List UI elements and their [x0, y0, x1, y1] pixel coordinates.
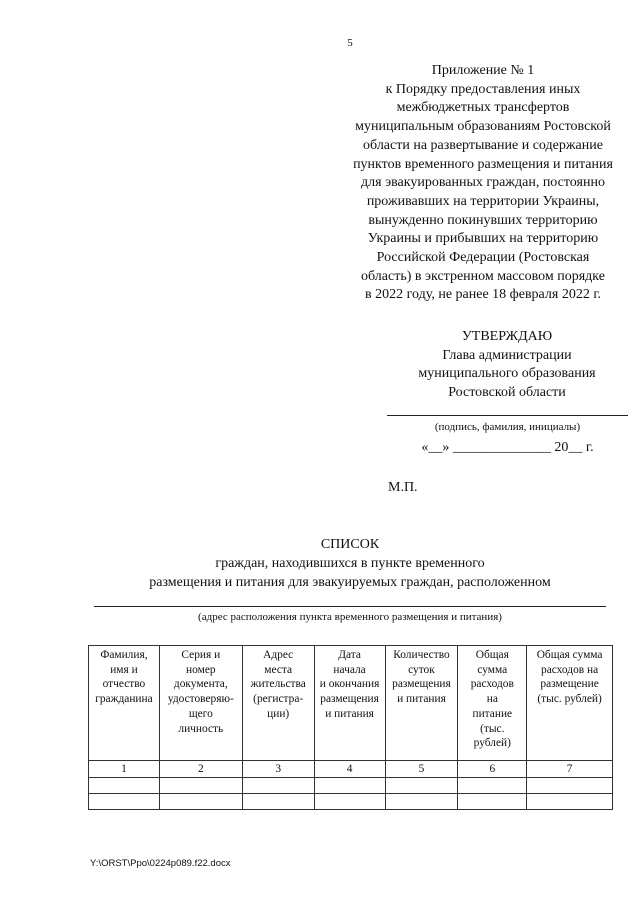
column-number-row — [89, 761, 613, 778]
table-cell — [89, 778, 160, 794]
header-text: начала — [333, 663, 366, 676]
header-text: Общая — [475, 649, 509, 661]
header-text: расходов на — [541, 663, 599, 676]
table-cell — [385, 778, 458, 794]
approval-date-line: «__» ______________ 20__ г. — [421, 440, 594, 455]
table-cell — [527, 794, 613, 810]
list-subtitle-line: размещения и питания для эвакуируемых граждан, расположенном — [149, 574, 551, 590]
appendix-line: в 2022 году, не ранее 18 февраля 2022 г. — [365, 287, 601, 303]
approval-line: Ростовской области — [448, 385, 566, 401]
appendix-line: области на развертывание и содержание — [363, 137, 603, 153]
header-text: гражданина — [95, 693, 153, 706]
appendix-line: муниципальным образованиям Ростовской — [355, 119, 611, 135]
appendix-line: вынужденно покинувших территорию — [368, 212, 598, 228]
header-text: удостоверяю- — [167, 693, 234, 706]
appendix-line: пунктов временного размещения и питания — [353, 156, 613, 172]
header-accommodation-expenses — [527, 646, 613, 761]
header-text: и питания — [397, 693, 446, 706]
table-cell — [242, 794, 314, 810]
table-row — [89, 778, 613, 794]
header-text: (регистра- — [253, 693, 304, 706]
header-text: размещения — [392, 678, 451, 691]
appendix-line: к Порядку предоставления иных — [385, 81, 581, 97]
address-line — [94, 606, 606, 607]
table-cell — [527, 778, 613, 794]
signature-caption: (подпись, фамилия, инициалы) — [434, 421, 581, 433]
header-text: Общая сумма — [536, 649, 603, 661]
stamp-place-label: М.П. — [388, 480, 418, 495]
header-text: отчество — [102, 678, 146, 691]
appendix-line: область) в экстренном массовом порядке — [361, 268, 605, 284]
header-text: личность — [178, 722, 224, 735]
header-text: имя и — [110, 663, 138, 676]
table-cell — [385, 794, 458, 810]
table-cell — [159, 794, 242, 810]
header-text: размещение — [540, 678, 599, 691]
header-text: ции) — [267, 707, 290, 720]
table-row — [89, 794, 613, 810]
header-full-name — [89, 646, 160, 761]
header-text: (тыс. — [480, 722, 505, 735]
header-text: документа, — [173, 678, 228, 691]
list-subtitle-line: граждан, находившихся в пункте временного — [215, 556, 485, 571]
table-cell — [314, 778, 385, 794]
header-text: сумма — [477, 663, 508, 676]
header-text: Фамилия, — [100, 649, 148, 661]
approval-block — [380, 328, 634, 403]
footer-file-path: Y:\ORST\Ppo\0224p089.f22.docx — [90, 858, 231, 869]
approval-line: муниципального образования — [418, 366, 596, 382]
page-number: 5 — [347, 37, 353, 49]
column-number: 5 — [385, 761, 458, 778]
appendix-line: межбюджетных трансфертов — [396, 100, 570, 116]
table-cell — [314, 794, 385, 810]
list-subtitle — [90, 555, 610, 592]
appendix-line: проживавших на территории Украины, — [366, 193, 600, 209]
signature-line — [387, 415, 628, 416]
table-cell — [89, 794, 160, 810]
header-text: рублей) — [473, 737, 511, 750]
table-header-row — [89, 646, 613, 761]
table-cell — [458, 778, 527, 794]
approval-title: УТВЕРЖДАЮ — [461, 329, 553, 344]
header-text: размещения — [320, 693, 379, 706]
table-cell — [159, 778, 242, 794]
citizens-table — [88, 645, 613, 810]
header-text: Серия и — [181, 649, 221, 661]
header-text: (тыс. рублей) — [537, 693, 602, 706]
column-number: 4 — [314, 761, 385, 778]
appendix-line: Российской Федерации (Ростовская — [376, 250, 590, 266]
column-number: 7 — [527, 761, 613, 778]
table-cell — [242, 778, 314, 794]
address-caption: (адрес расположения пункта временного размещения и питания) — [198, 611, 502, 623]
header-text: суток — [408, 663, 435, 676]
appendix-heading — [330, 62, 636, 305]
header-text: Адрес — [263, 649, 294, 661]
table-cell — [458, 794, 527, 810]
header-text: и питания — [325, 707, 374, 720]
column-number: 2 — [159, 761, 242, 778]
header-text: Количество — [393, 649, 450, 661]
header-dates — [314, 646, 385, 761]
header-text: питание — [472, 707, 513, 720]
header-text: щего — [188, 707, 213, 720]
header-text: на — [486, 693, 498, 706]
header-text: и окончания — [319, 678, 380, 691]
list-title: СПИСОК — [320, 537, 380, 552]
header-residence-address — [242, 646, 314, 761]
column-number: 6 — [458, 761, 527, 778]
approval-line: Глава администрации — [442, 347, 572, 363]
appendix-line: Украины и прибывших на территорию — [367, 231, 599, 247]
column-number: 3 — [242, 761, 314, 778]
appendix-line: Приложение № 1 — [431, 63, 535, 78]
appendix-line: для эвакуированных граждан, постоянно — [361, 175, 605, 191]
header-text: места — [264, 663, 293, 676]
header-id-document — [159, 646, 242, 761]
header-text: номер — [186, 663, 216, 676]
column-number: 1 — [89, 761, 160, 778]
header-text: расходов — [470, 678, 514, 691]
header-days-count — [385, 646, 458, 761]
header-food-expenses — [458, 646, 527, 761]
header-text: Дата — [338, 649, 361, 661]
header-text: жительства — [250, 678, 306, 691]
